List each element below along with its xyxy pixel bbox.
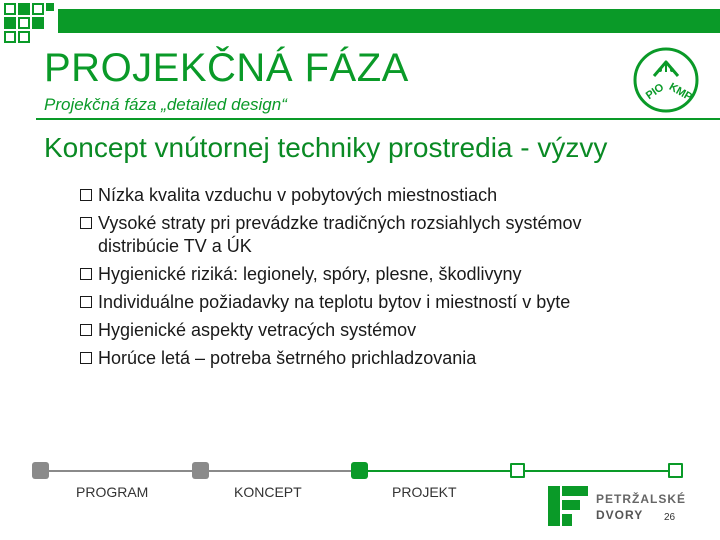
header-bar — [58, 9, 720, 33]
pio-kmp-logo — [632, 46, 700, 114]
petrzalske-dvory-logo-icon — [546, 484, 590, 528]
timeline-node-program — [32, 462, 49, 479]
timeline-label-program: PROGRAM — [76, 484, 149, 500]
deco-square — [18, 31, 30, 43]
page-number: 26 — [664, 512, 676, 523]
bullet-item: Nízka kvalita vzduchu v pobytových miestnostiach — [80, 184, 700, 207]
slide-subtitle: Projekčná fáza „detailed design“ — [44, 95, 287, 114]
timeline-label-koncept: KONCEPT — [234, 484, 302, 500]
deco-square — [32, 3, 44, 15]
bullet-item: Hygienické aspekty vetracých systémov — [80, 319, 700, 342]
bullet-item: Horúce letá – potreba šetrného prichladzovania — [80, 347, 700, 370]
deco-square — [4, 17, 16, 29]
deco-square — [4, 31, 16, 43]
checkbox-icon — [80, 324, 92, 336]
timeline-segment — [40, 470, 200, 472]
timeline-label-projekt: PROJEKT — [392, 484, 457, 500]
bullet-continuation: distribúcie TV a ÚK — [98, 236, 252, 256]
bullet-item: Hygienické riziká: legionely, spóry, plesne, škodlivyny — [80, 263, 700, 286]
checkbox-icon — [80, 296, 92, 308]
checkbox-icon — [80, 217, 92, 229]
deco-square — [18, 17, 30, 29]
bullet-item: Individuálne požiadavky na teplotu bytov i miestností v byte — [80, 291, 700, 314]
checkbox-icon — [80, 189, 92, 201]
brand-line-2: DVORY — [596, 508, 644, 522]
logo-text-right: KMP — [666, 80, 695, 104]
checkbox-icon — [80, 268, 92, 280]
section-heading: Koncept vnútornej techniky prostredia - výzvy — [44, 132, 608, 163]
deco-square — [32, 17, 44, 29]
bullet-item: Vysoké straty pri prevádzke tradičných rozsiahlych systémov — [80, 212, 700, 235]
bullet-list — [80, 184, 700, 375]
timeline-node-projekt — [351, 462, 368, 479]
timeline-node-empty — [668, 463, 683, 478]
timeline-node-koncept — [192, 462, 209, 479]
timeline-node-empty — [510, 463, 525, 478]
slide-title: PROJEKČNÁ FÁZA — [44, 46, 409, 90]
deco-square — [46, 3, 54, 11]
checkbox-icon — [80, 352, 92, 364]
logo-text-left: PIO — [643, 81, 667, 103]
deco-square — [4, 3, 16, 15]
brand-line-1: PETRŽALSKÉ — [596, 492, 687, 506]
deco-square — [18, 3, 30, 15]
header-rule — [36, 118, 720, 120]
timeline-segment — [200, 470, 360, 472]
